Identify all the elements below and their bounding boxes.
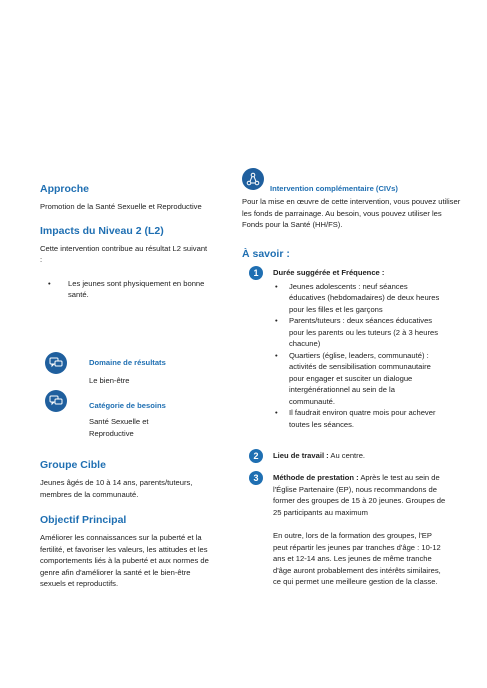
list-item: • Les jeunes sont physiquement en bonne santé. bbox=[48, 278, 210, 301]
domaine-value: Le bien-être bbox=[89, 376, 130, 385]
groupe-heading: Groupe Cible bbox=[40, 459, 106, 471]
savoir-item-text: Après le test au sein de l'Église Partenaire (EP), nous recommandons de former des groupes de 15 à 20 jeunes. Groupes de 25 participants au maximum bbox=[273, 473, 446, 517]
savoir-item-2 bbox=[273, 450, 443, 462]
categorie-label: Catégorie de besoins bbox=[89, 401, 166, 410]
savoir-heading: À savoir : bbox=[242, 248, 290, 260]
groupe-text: Jeunes âgés de 10 à 14 ans, parents/tuteurs, membres de la communauté. bbox=[40, 478, 193, 499]
step-number-3: 3 bbox=[249, 471, 263, 485]
impacts-text: Cette intervention contribue au résultat L2 suivant : bbox=[40, 243, 208, 264]
savoir-item-label: Méthode de prestation : bbox=[273, 473, 359, 482]
complementaire-text: Pour la mise en œuvre de cette intervention, vous pouvez utiliser les fonds de parrainage. Au besoin, vous pouvez utiliser les Fonds pour la Santé (HH/FS). bbox=[242, 197, 461, 229]
savoir-item-extra: En outre, lors de la formation des groupes, l'EP peut répartir les jeunes par tranches d'âge : 10-12 ans et 12-14 ans. Les jeunes de même tranche d'âge auront probablement des intérêts similaires, ce qui permet une meilleure gestion de la classe. bbox=[273, 531, 441, 586]
approche-text: Promotion de la Santé Sexuelle et Reproductive bbox=[40, 202, 202, 211]
chat-bubbles-icon bbox=[45, 390, 67, 412]
impacts-heading: Impacts du Niveau 2 (L2) bbox=[40, 224, 164, 237]
left-column bbox=[40, 183, 210, 301]
list-item: • Parents/tuteurs : deux séances éducatives pour les parents ou les tuteurs (2 à 3 heures chacune) bbox=[275, 315, 443, 350]
complementaire-label: Intervention complémentaire (CIVs) bbox=[270, 184, 398, 193]
savoir-item-label: Lieu de travail : bbox=[273, 451, 329, 460]
savoir-item-label: Durée suggérée et Fréquence : bbox=[273, 268, 385, 277]
domaine-label: Domaine de résultats bbox=[89, 358, 166, 367]
categorie-value: Santé Sexuelle et Reproductive bbox=[89, 417, 149, 438]
step-number-1: 1 bbox=[249, 266, 263, 280]
savoir-item-3 bbox=[273, 472, 448, 588]
list-item: • Quartiers (église, leaders, communauté) : activités de sensibilisation communautaire pour engager et susciter un dialogue intergénérationnel au sein de la communauté. bbox=[275, 350, 443, 408]
impacts-bullet-list bbox=[40, 278, 210, 301]
left-column-lower bbox=[40, 459, 215, 590]
savoir-bullet-list bbox=[273, 281, 443, 431]
step-number-2: 2 bbox=[249, 449, 263, 463]
list-item: • Jeunes adolescents : neuf séances éducatives (hebdomadaires) de deux heures pour les filles et les garçons bbox=[275, 281, 443, 316]
chat-bubbles-icon bbox=[45, 352, 67, 374]
list-item: • Il faudrait environ quatre mois pour achever toutes les séances. bbox=[275, 407, 443, 430]
approche-heading: Approche bbox=[40, 183, 90, 195]
objectif-text: Améliorer les connaissances sur la puberté et la fertilité, et favoriser les valeurs, les attitudes et les comportements liés à la puberté et aux normes de genre afin d'améliorer la santé et le bien-être sexuels et reproductifs. bbox=[40, 533, 209, 588]
savoir-item-1 bbox=[273, 267, 443, 430]
objectif-heading: Objectif Principal bbox=[40, 514, 127, 526]
savoir-item-text: Au centre. bbox=[328, 451, 366, 460]
network-icon bbox=[242, 168, 264, 190]
